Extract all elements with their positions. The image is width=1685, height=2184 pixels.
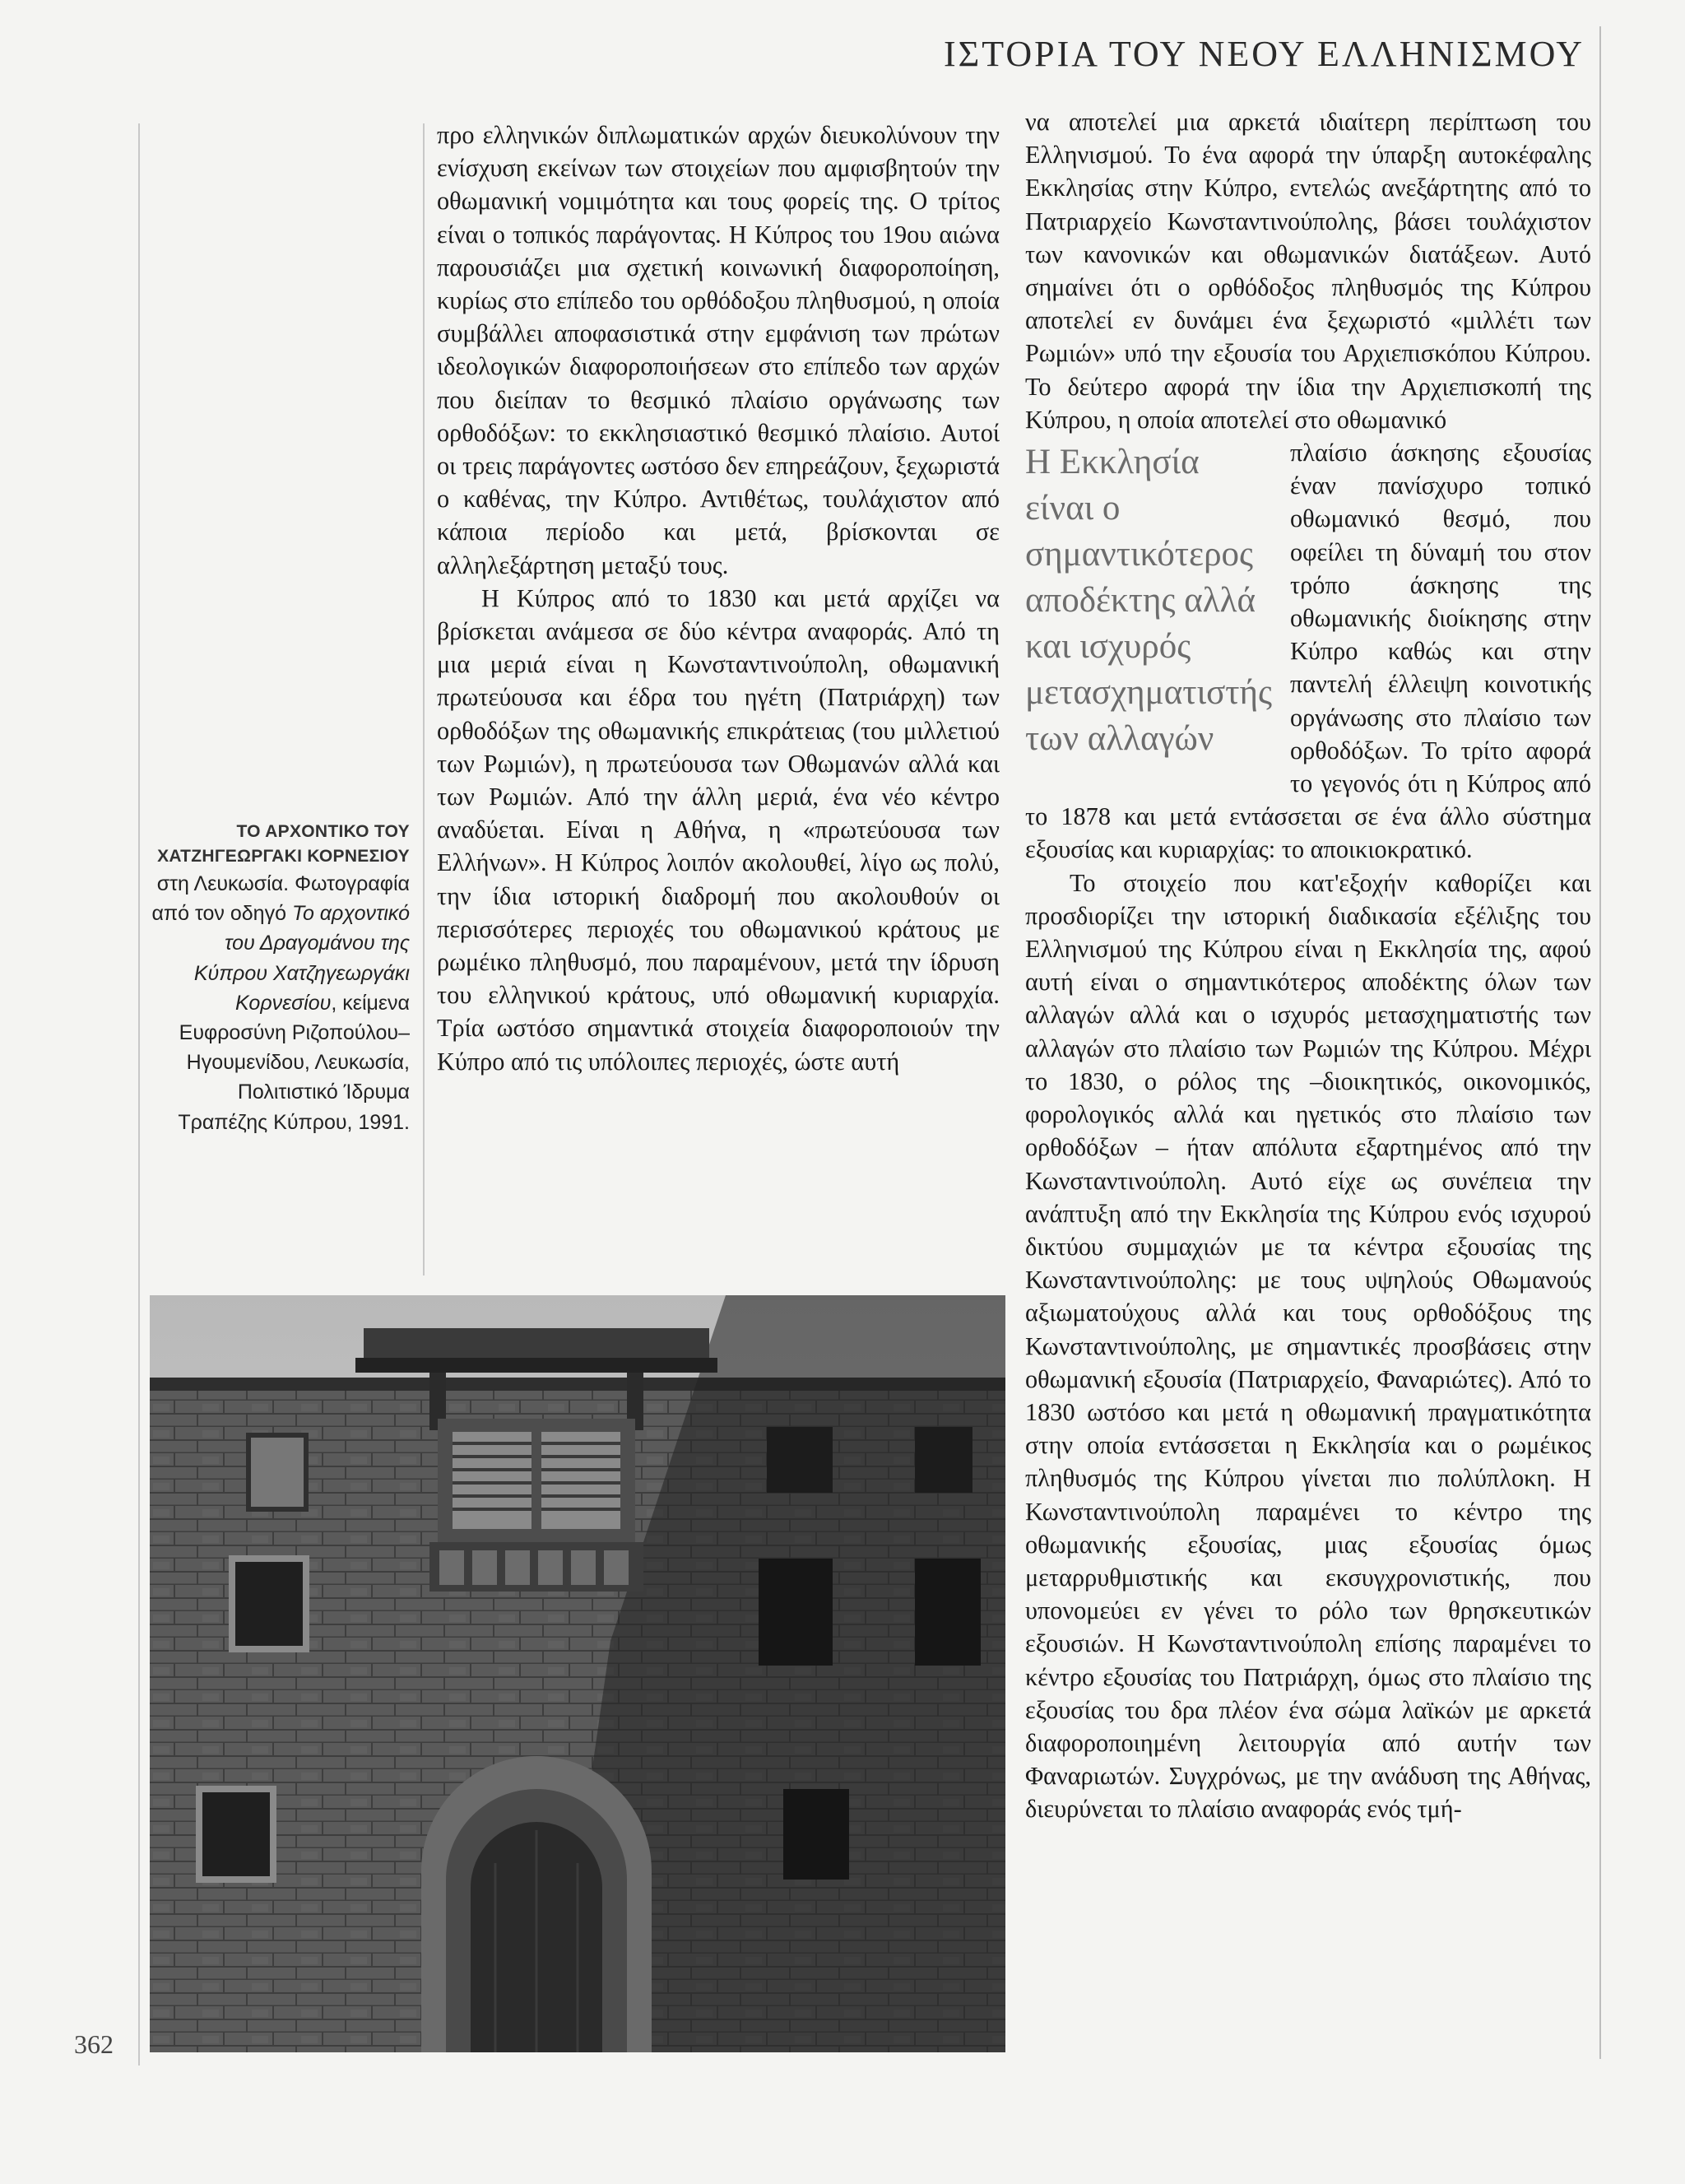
running-header: ΙΣΤΟΡΙΑ ΤΟΥ ΝΕΟΥ ΕΛΛΗΝΙΣΜΟΥ [944, 34, 1585, 74]
margin-divider-left [138, 123, 140, 2066]
mansion-photograph [150, 1295, 1005, 2052]
middle-text-column [437, 118, 1000, 1238]
pull-quote: Η Εκκλησία είναι ο σημαντικότερος αποδέκτης αλλά και ισχυρός μετασχηματιστής των αλλαγών [1025, 443, 1273, 759]
caption-title-line1: ΤΟ ΑΡΧΟΝΤΙΚΟ ΤΟΥ [236, 822, 410, 841]
caption-title-line2: ΧΑΤΖΗΓΕΩΡΓΑΚΙ ΚΟΡΝΕΣΙΟΥ [157, 847, 410, 866]
caption-book-title: Το αρχοντικό του Δραγομάνου της Κύπρου Χατζηγεωργάκι Κορνεσίου [193, 902, 410, 1015]
body-paragraph: Το στοιχείο που κατ'εξοχήν καθορίζει και προσδιορίζει την ιστορική διαδικασία εξέλιξης του Ελληνισμού της Κύπρου είναι η Εκκλησία της, αφού αυτή είναι ο σημαντικότερος αποδέκτης όλων των αλλαγών αλλά και ο ισχυρός μετασχηματιστής των αλλαγών στο πλαίσιο των Ρωμιών της Κύπρου. Μέχρι το 1830, ο ρόλος της –διοικητικός, οικονομικός, φορολογικός αλλά και ηγετικός στο πλαίσιο των ορθοδόξων – ήταν απόλυτα εξαρτημένος από την Κωνσταντινούπολη. Αυτό είχε ως συνέπεια την ανάπτυξη από την Εκκλησία της Κύπρου ενός ισχυρού δικτύου συμμαχιών με τα κέντρα εξουσίας της Κωνσταντινούπολης: με τους υψηλούς Οθωμανούς αξιωματούχους αλλά και τους ορθοδόξους της Κωνσταντινούπολης, με σημαντικές προσβάσεις στην οθωμανική εξουσία (Πατριαρχείο, Φαναριώτες). Από το 1830 ωστόσο και μετά η οθωμανική πραγματικότητα στην οποία εντάσσεται η Εκκλησία και ο ρωμέικος πληθυσμός της Κύπρου γίνεται πιο πολύπλοκη. Η Κωνσταντινούπολη παραμένει το κέντρο της οθωμανικής εξουσίας, μιας εξουσίας όμως μεταρρυθμιστικής και εκσυγχρονιστικής, που υπονομεύει εν γένει το ρόλο των θρησκευτικών εξουσιών. Η Κωνσταντινούπολη επίσης παραμένει το κέντρο εξουσίας του Πατριάρχη, όμως στο πλαίσιο της εξουσίας του δρα πλέον ένα σώμα λαϊκών με αρκετά διαφοροποιημένη λειτουργία από αυτήν των Φαναριωτών. Συγχρόνως, με την ανάδυση της Αθήνας, διευρύνεται το πλαίσιο αναφοράς ενός τμή- [1025, 868, 1591, 1824]
photo-caption [146, 820, 410, 1137]
right-text-column [1025, 105, 1591, 2064]
caption-divider [423, 123, 425, 1276]
body-paragraph: Η Κύπρος από το 1830 και μετά αρχίζει να βρίσκεται ανάμεσα σε δύο κέντρα αναφοράς. Από τη μια μεριά είναι η Κωνσταντινούπολη, οθωμανική πρωτεύουσα και έδρα του ηγέτη (Πατριάρχη) των ορθοδόξων της οθωμανικής επικράτειας (του μιλλετιού των Ρωμιών), η πρωτεύουσα των Οθωμανών αλλά και των Ρωμιών. Από την άλλη μεριά, ένα νέο κέντρο αναδύεται. Είναι η Αθήνα, η «πρωτεύουσα των Ελλήνων». Η Κύπρος λοιπόν ακολουθεί, λίγο ως πολύ, την ίδια ιστορική διαδρομή που ακολουθούν οι περισσότερες περιοχές του οθωμανικού κράτους με ρωμέικο πληθυσμό, που παραμένουν, μετά την ίδρυση του ελληνικού κράτους, υπό οθωμανική κυριαρχία. Τρία ωστόσο σημαντικά στοιχεία διαφοροποιούν την Κύπρο από τις υπόλοιπες περιοχές, ώστε αυτή [437, 583, 1000, 1076]
body-paragraph: να αποτελεί μια αρκετά ιδιαίτερη περίπτωση του Ελληνισμού. Το ένα αφορά την ύπαρξη αυτοκέφαλης Εκκλησίας στην Κύπρο, εντελώς ανεξάρτητης από το Πατριαρχείο Κωνσταντινούπολης, βάσει τουλάχιστον των κανονικών και οθωμανικών διατάξεων. Αυτό σημαίνει ότι ο ορθόδοξος πληθυσμός της Κύπρου αποτελεί εν δυνάμει ένα ξεχωριστό «μιλλέτι των Ρωμιών» υπό την εξουσία του Αρχιεπισκόπου Κύπρου. Το δεύτερο αφορά την ίδια την Αρχιεπισκοπή της Κύπρου, η οποία αποτελεί στο οθωμανικό [1025, 108, 1591, 434]
body-paragraph: προ ελληνικών διπλωματικών αρχών διευκολύνουν την ενίσχυση εκείνων των στοιχείων που αμφισβητούν την οθωμανική νομιμότητα και τους φορείς της. Ο τρίτος είναι ο τοπικός παράγοντας. Η Κύπρος του 19ου αιώνα παρουσιάζει μια σχετική κοινωνική διαφοροποίηση, κυρίως στο επίπεδο του ορθόδοξου πληθυσμού, η οποία συμβάλλει αποφασιστικά στην εμφάνιση των πρώτων ιδεολογικών διαφοροποιήσεων στο επίπεδο των αρχών που διείπαν το θεσμικό πλαίσιο οργάνωσης των ορθοδόξων: το εκκλησιαστικό θεσμικό πλαίσιο. Αυτοί οι τρεις παράγοντες ωστόσο δεν επηρεάζουν, ξεχωριστά ο καθένας, την Κύπρο. Αντιθέτως, τουλάχιστον από κάποια περίοδο και μετά, βρίσκονται σε αλληλεξάρτηση μεταξύ τους. [437, 121, 1000, 579]
column-divider-right [1599, 26, 1601, 2059]
body-text-wrap: πλαίσιο άσκησης εξουσίας έναν πανίσχυρο τοπικό οθωμανικό θεσμό, που οφείλει τη δύναμή του στον τρόπο άσκησης της οθωμανικής διοίκησης στην Κύπρο καθώς και στην παντελή έλλειψη κοινοτικής οργάνωσης στο πλαίσιο των ορθοδόξων. Το τρίτο αφορά το γεγονός ότι η Κύπρος από το 1878 και μετά εντάσσεται σε ένα άλλο σύστημα εξουσίας και κυριαρχίας: το αποικιοκρατικό. [1025, 439, 1591, 864]
caption-citation: , κείμενα Ευφροσύνη Ριζοπούλου–Ηγουμενίδου, Λευκωσία, Πολιτιστικό Ίδρυμα Τραπέζης Κύπρου, 1991. [178, 991, 410, 1134]
caption-text: στη Λευκωσία. Φωτογραφία από τον οδηγό [151, 872, 410, 926]
page-number: 362 [74, 2029, 114, 2059]
